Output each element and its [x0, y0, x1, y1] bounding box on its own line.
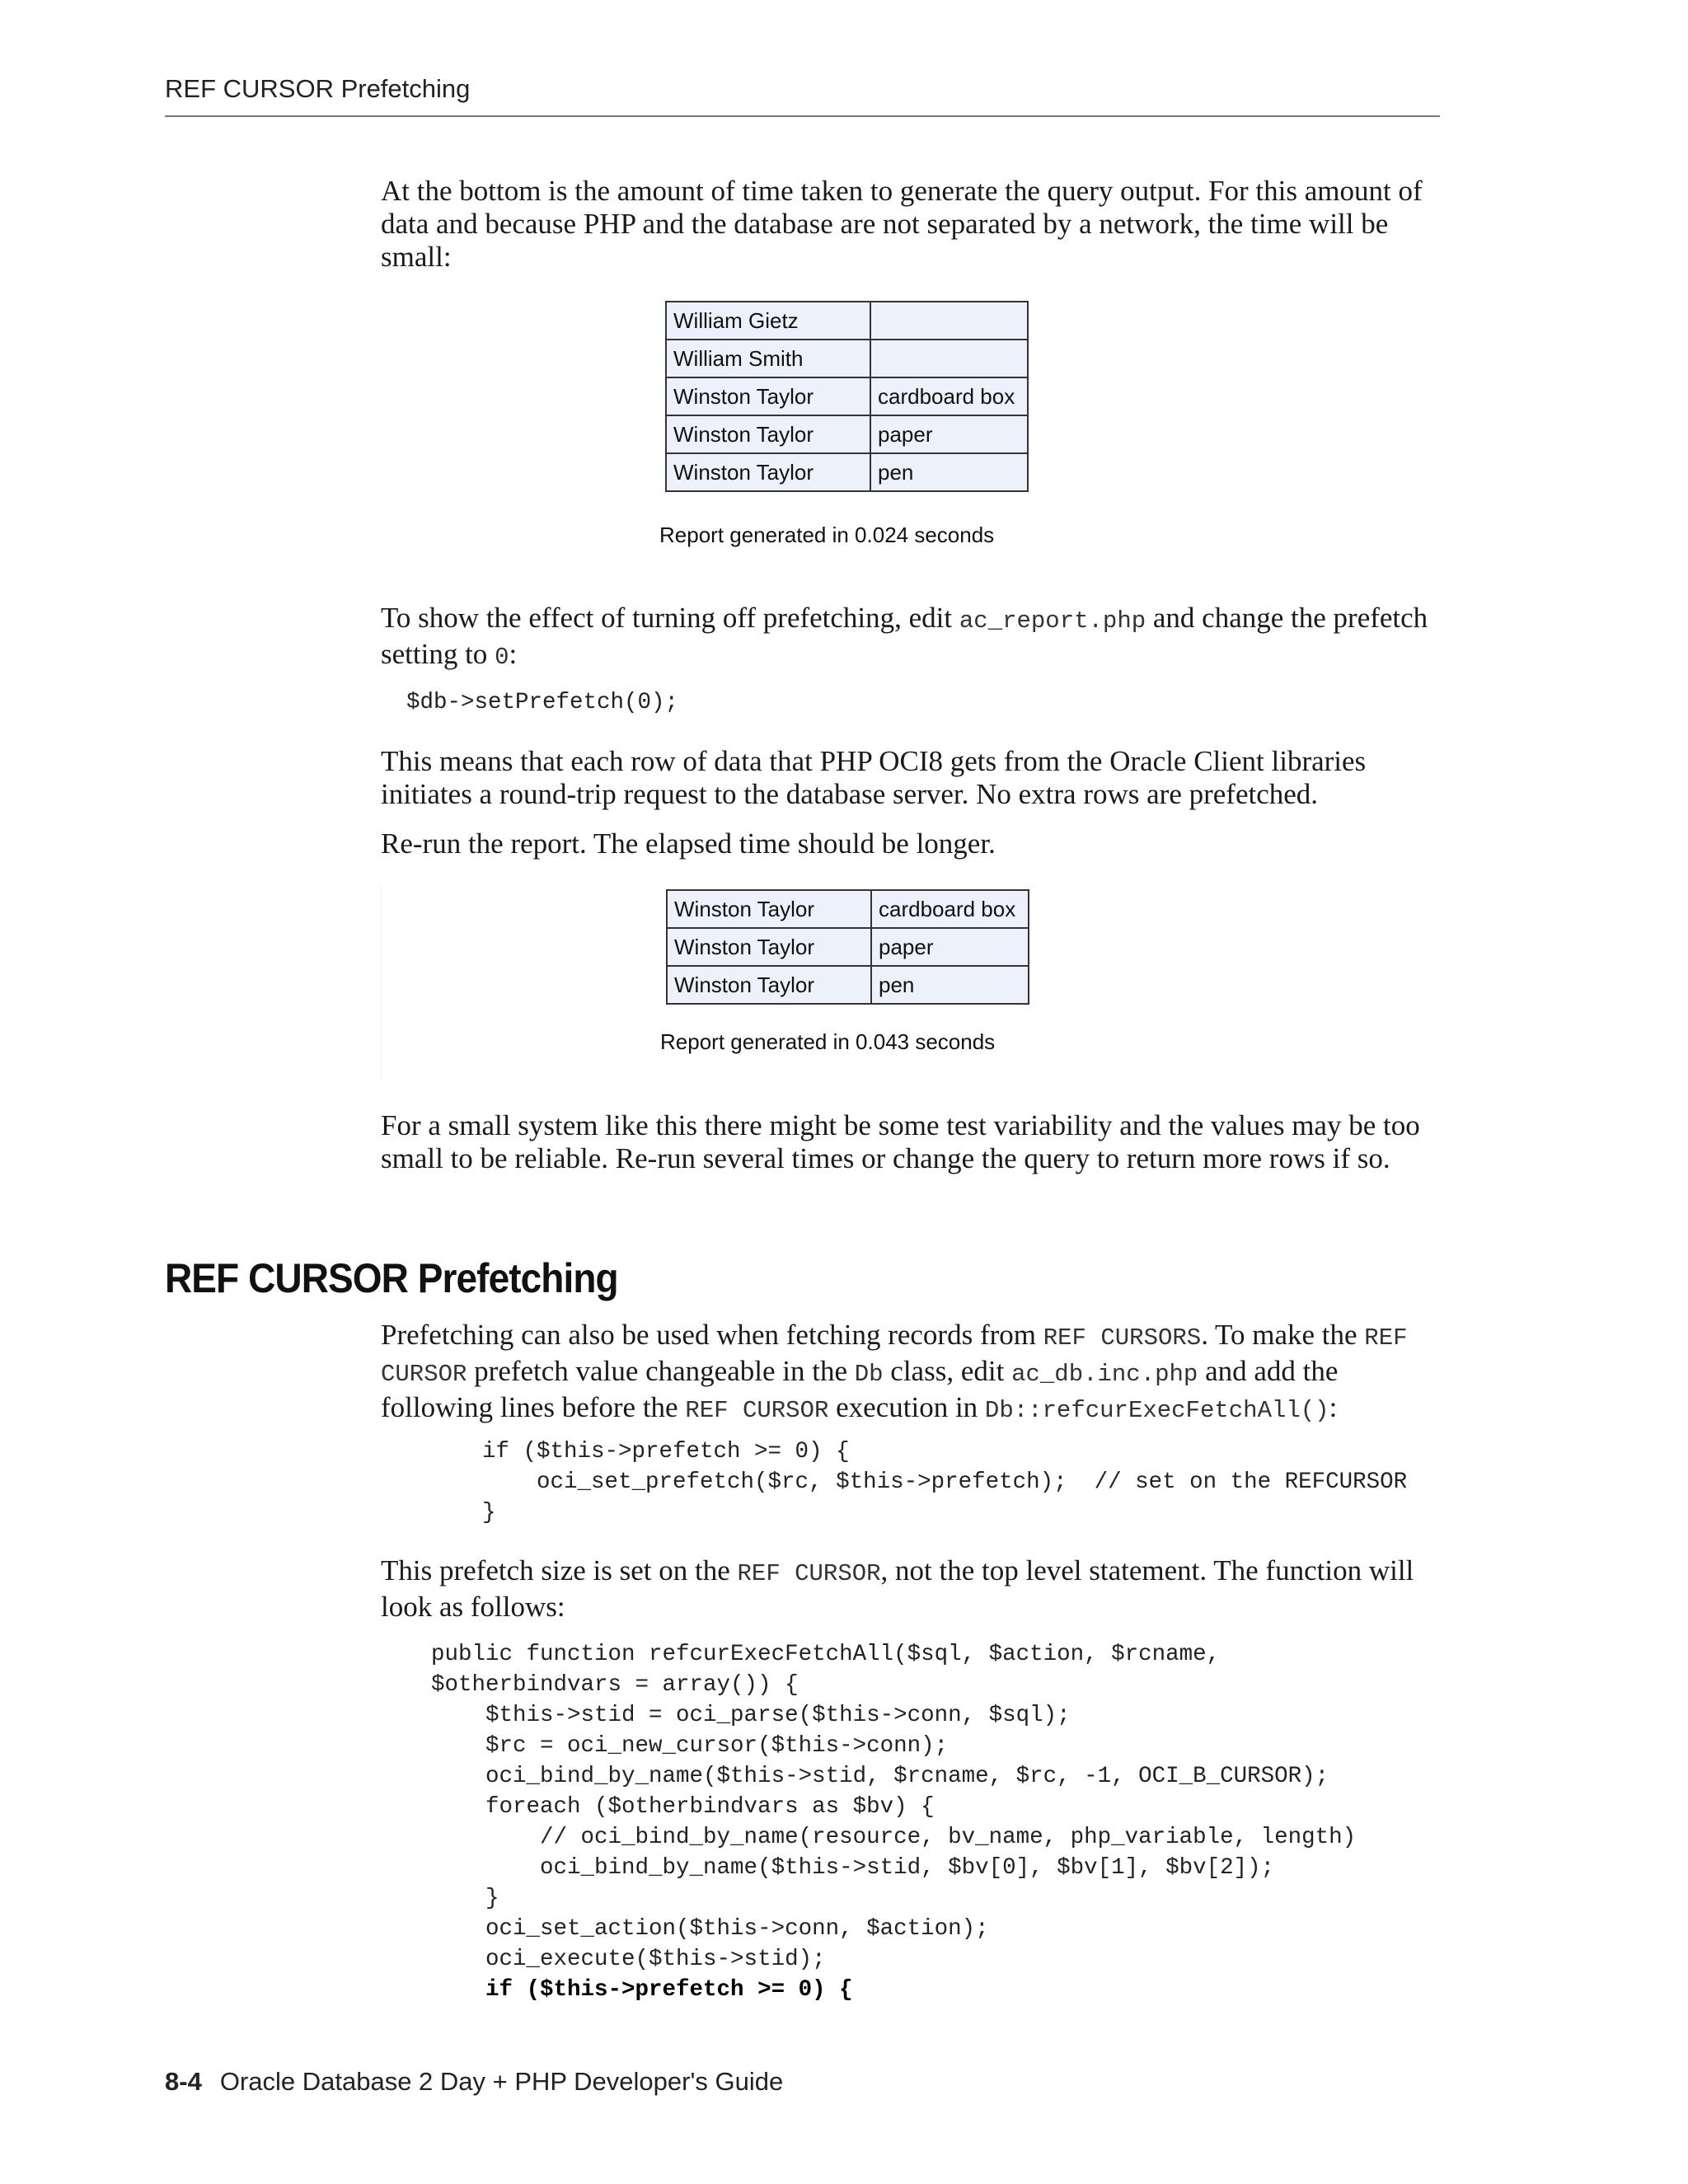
table-row — [666, 340, 1028, 377]
page-number: 8-4 — [165, 2067, 202, 2096]
item-cell — [870, 340, 1028, 377]
inline-code: ac_report.php — [959, 607, 1146, 635]
item-cell: pen — [870, 453, 1028, 491]
header-rule — [165, 115, 1440, 117]
report-table-2 — [666, 889, 1029, 1005]
table-row — [667, 890, 1029, 928]
text-run: prefetch value changeable in the — [467, 1355, 855, 1387]
item-cell: paper — [871, 928, 1029, 966]
item-cell: cardboard box — [870, 377, 1028, 415]
report-table-1 — [665, 301, 1029, 492]
code-set-prefetch: $db->setPrefetch(0); — [406, 690, 679, 715]
employee-name-cell: William Smith — [666, 340, 870, 377]
paragraph-text: Re-run the report. The elapsed time should be longer. — [381, 827, 996, 860]
table-row — [666, 415, 1028, 453]
paragraph-text: For a small system like this there might be some test variability and the values may be too small to be reliable. Re-run several times or change the query to return more rows if so. — [381, 1109, 1420, 1174]
text-run: Prefetching can also be used when fetching records from — [381, 1319, 1043, 1351]
section-heading: REF CURSOR Prefetching — [165, 1255, 618, 1301]
inline-code: REF CURSOR — [381, 1324, 1408, 1388]
text-run: : — [509, 638, 518, 670]
book-title: Oracle Database 2 Day + PHP Developer's Guide — [219, 2067, 784, 2096]
paragraph-turn-off-prefetch — [381, 602, 1444, 674]
table-row — [667, 928, 1029, 966]
report-timing-note-1: Report generated in 0.024 seconds — [659, 523, 995, 547]
text-run: To show the effect of turning off prefetching, edit — [381, 602, 959, 634]
page-footer — [165, 2067, 783, 2097]
inline-code: ac_db.inc.php — [1011, 1361, 1198, 1388]
paragraph-time-small — [381, 175, 1444, 274]
code-function-body: public function refcurExecFetchAll($sql, $action, $rcname, $otherbindvars = array()) { $this->stid = oci_parse($this->conn, $sql); $rc = oci_new_cursor($this->conn); oci_bind_by_name($this->stid, $rcname, $rc, -1, OCI_B_CURSOR); foreach ($otherbindvars as $bv) { // oci_bind_by_name(resource, bv_name, php_variable, length) oci_bind_by_name($this->stid, $bv[0], $bv[1], $bv[2]); } oci_set_action($this->conn, $action); oci_execute($this->stid); — [431, 1642, 1357, 1972]
item-cell: paper — [870, 415, 1028, 453]
employee-name-cell: Winston Taylor — [667, 928, 871, 966]
table-row — [666, 302, 1028, 340]
employee-name-cell: Winston Taylor — [666, 377, 870, 415]
employee-name-cell: Winston Taylor — [667, 890, 871, 928]
item-cell — [870, 302, 1028, 340]
paragraph-text: This means that each row of data that PHP OCI8 gets from the Oracle Client libraries initiates a round-trip request to the database server. No extra rows are prefetched. — [381, 745, 1367, 810]
text-run: class, edit — [883, 1355, 1012, 1387]
running-header: REF CURSOR Prefetching — [165, 74, 471, 103]
inline-code: Db::refcurExecFetchAll() — [984, 1397, 1329, 1424]
table-row — [667, 966, 1029, 1004]
paragraph-text: At the bottom is the amount of time taken to generate the query output. For this amount of data and because PHP and the database are not separated by a network, the time will be small: — [381, 175, 1423, 273]
employee-name-cell: Winston Taylor — [666, 453, 870, 491]
code-block-prefetch-check: if ($this->prefetch >= 0) { oci_set_prefetch($rc, $this->prefetch); // set on the REFCURSOR } — [482, 1439, 1408, 1526]
inline-code: Db — [854, 1361, 884, 1388]
employee-name-cell: William Gietz — [666, 302, 870, 340]
employee-name-cell: Winston Taylor — [667, 966, 871, 1004]
report-timing-note-2: Report generated in 0.043 seconds — [660, 1029, 996, 1054]
employee-name-cell: Winston Taylor — [666, 415, 870, 453]
text-run: : — [1329, 1391, 1338, 1423]
inline-code: 0 — [495, 644, 509, 671]
code-function-bold-line — [431, 1975, 853, 2005]
paragraph-rerun — [381, 827, 1444, 860]
table-row — [666, 377, 1028, 415]
inline-code: REF CURSORS — [1043, 1324, 1202, 1352]
inline-code: REF CURSOR — [737, 1560, 881, 1587]
paragraph-round-trip — [381, 745, 1444, 811]
text-run: , not the top level statement. The function will look as follows: — [381, 1554, 1414, 1623]
paragraph-prefetch-refcursor — [381, 1319, 1444, 1427]
code-bold-line: if ($this->prefetch >= 0) { — [431, 1977, 853, 2003]
text-run: and add the following lines before the — [381, 1355, 1339, 1423]
text-run: execution in — [828, 1391, 985, 1423]
inline-code: REF CURSOR — [685, 1397, 829, 1424]
paragraph-prefetch-size — [381, 1554, 1444, 1624]
text-run: . To make the — [1201, 1319, 1365, 1351]
text-run: This prefetch size is set on the — [381, 1554, 738, 1586]
item-cell: cardboard box — [871, 890, 1029, 928]
paragraph-variability — [381, 1109, 1444, 1175]
text-run: and change the prefetch setting to — [381, 602, 1428, 670]
item-cell: pen — [871, 966, 1029, 1004]
table-row — [666, 453, 1028, 491]
